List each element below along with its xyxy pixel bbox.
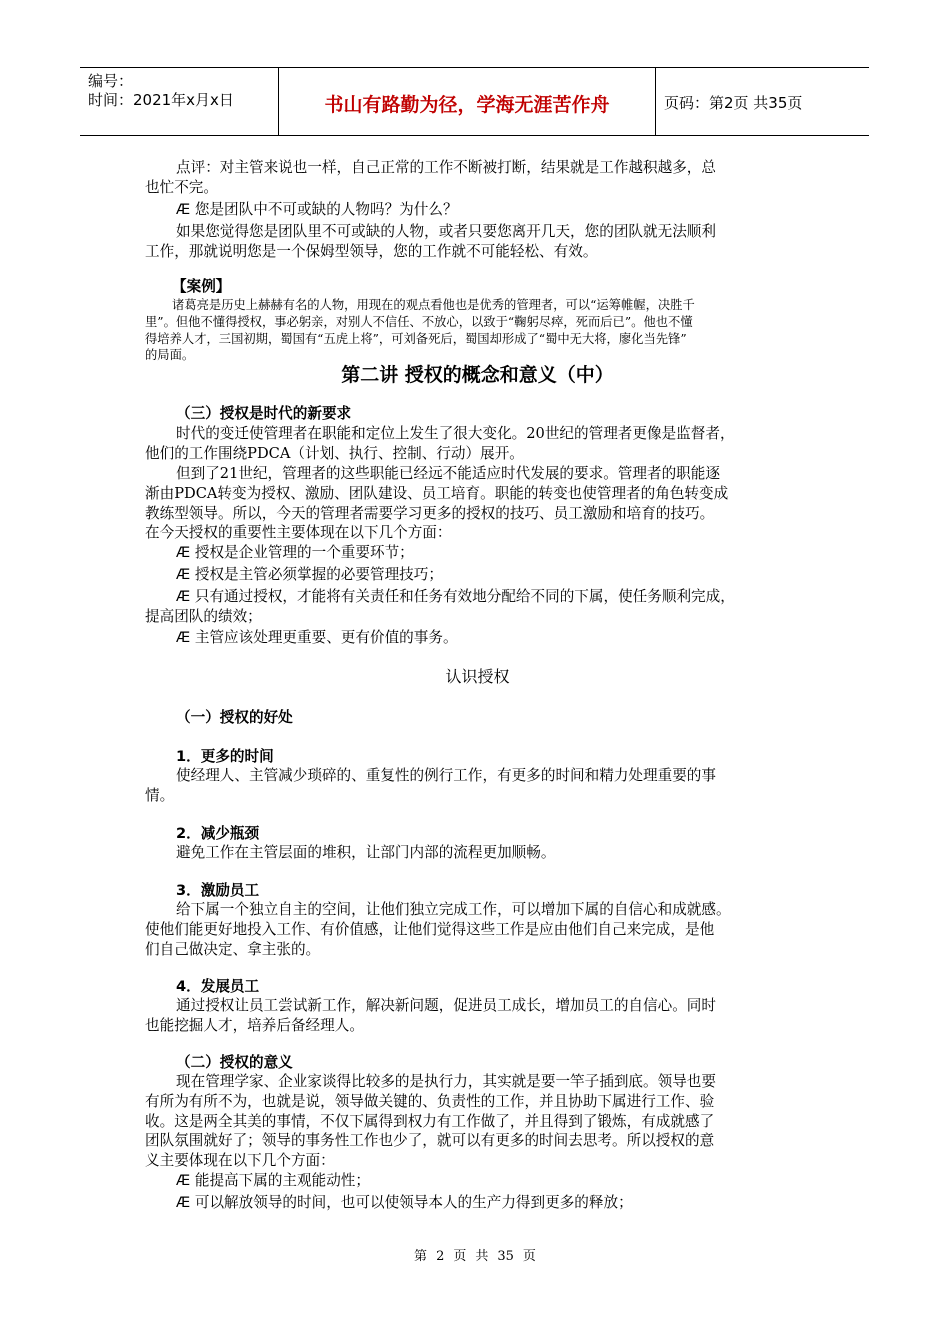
number-label: 编号： — [88, 72, 134, 90]
case-line: 的局面。 — [145, 348, 195, 362]
footer-total-num: 35 — [497, 1249, 514, 1264]
page-label: 页码：第2页 共35页 — [664, 94, 803, 112]
paragraph-line: 渐由PDCA转变为授权、激励、团队建设、员工培育。职能的转变也使管理者的角色转变成 — [145, 485, 729, 502]
paragraph-line: 也能挖掘人才，培养后备经理人。 — [145, 1017, 364, 1034]
answer-line: 工作，那就说明您是一个保姆型领导，您的工作就不可能轻松、有效。 — [145, 243, 598, 260]
section-title: （二）授权的意义 — [176, 1054, 293, 1071]
bullet-item: Æ 只有通过授权，才能将有关责任和任务有效地分配给不同的下属，使任务顺利完成， — [176, 588, 735, 605]
lecture-title: 第二讲 授权的概念和意义（中） — [341, 364, 614, 386]
know-title: 认识授权 — [445, 667, 510, 686]
bullet-item: Æ 授权是企业管理的一个重要环节； — [176, 544, 414, 561]
comment-line: 点评：对主管来说也一样，自己正常的工作不断被打断，结果就是工作越积越多，总 — [176, 159, 716, 176]
date-label: 时间：2021年x月x日 — [88, 91, 234, 109]
comment-line: 也忙不完。 — [145, 179, 218, 196]
paragraph-line: 通过授权让员工尝试新工作，解决新问题，促进员工成长，增加员工的自信心。同时 — [176, 997, 716, 1014]
bullet-item: Æ 主管应该处理更重要、更有价值的事务。 — [176, 629, 458, 646]
footer-page-prefix: 第 — [414, 1249, 428, 1264]
page-footer — [0, 1245, 950, 1264]
paragraph-line: 情。 — [145, 787, 175, 804]
bullet-icon: Æ — [176, 1194, 191, 1211]
subheading: 4．发展员工 — [176, 978, 260, 995]
case-line: 得培养人才，三国初期，蜀国有“五虎上将”，可刘备死后，蜀国却形成了“蜀中无大将，廖化当先锋” — [145, 332, 687, 346]
paragraph-line: 有所为有所不为，也就是说，领导做关键的、负责性的工作，并且协助下属进行工作、验 — [145, 1093, 715, 1110]
subheading: 1．更多的时间 — [176, 748, 274, 765]
page-header — [80, 67, 869, 136]
paragraph-line: 现在管理学家、企业家谈得比较多的是执行力，其实就是要一竿子插到底。领导也要 — [176, 1073, 716, 1090]
answer-line: 如果您觉得您是团队里不可或缺的人物，或者只要您离开几天，您的团队就无法顺利 — [176, 223, 716, 240]
paragraph-line: 给下属一个独立自主的空间，让他们独立完成工作，可以增加下属的自信心和成就感。 — [176, 901, 731, 918]
header-motto: 书山有路勤为径，学海无涯苦作舟 — [324, 94, 610, 116]
section-title: （三）授权是时代的新要求 — [176, 405, 352, 422]
paragraph-line: 但到了21世纪，管理者的这些职能已经远不能适应时代发展的要求。管理者的职能逐 — [176, 465, 720, 482]
footer-page-mid: 页 — [453, 1249, 467, 1264]
bullet-icon: Æ — [176, 566, 191, 583]
bullet-continuation: 提高团队的绩效； — [145, 608, 262, 625]
case-line: 诸葛亮是历史上赫赫有名的人物，用现在的观点看他也是优秀的管理者，可以“运筹帷幄，决胜千 — [172, 298, 695, 312]
bullet-item: Æ 能提高下属的主观能动性； — [176, 1172, 370, 1189]
section-title: （一）授权的好处 — [176, 709, 293, 726]
bullet-icon: Æ — [176, 201, 191, 218]
bullet-item: Æ 可以解放领导的时间，也可以使领导本人的生产力得到更多的释放； — [176, 1194, 633, 1211]
bullet-icon: Æ — [176, 1172, 191, 1189]
paragraph-line: 时代的变迁使管理者在职能和定位上发生了很大变化。20世纪的管理者更像是监督者， — [176, 425, 735, 442]
paragraph-line: 团队氛围就好了；领导的事务性工作也少了，就可以有更多的时间去思考。所以授权的意 — [145, 1132, 715, 1149]
footer-total-suffix: 页 — [522, 1249, 536, 1264]
paragraph-line: 们自己做决定、拿主张的。 — [145, 941, 321, 958]
bullet-item: Æ 授权是主管必须掌握的必要管理技巧； — [176, 566, 443, 583]
case-line: 里”。但他不懂得授权，事必躬亲，对别人不信任、不放心，以致于“鞠躬尽瘁，死而后已”。他也不懂 — [145, 315, 693, 329]
footer-total-prefix: 共 — [475, 1249, 489, 1264]
paragraph-line: 义主要体现在以下几个方面： — [145, 1152, 335, 1169]
paragraph-line: 使经理人、主管减少琐碎的、重复性的例行工作，有更多的时间和精力处理重要的事 — [176, 767, 716, 784]
question-text: 您是团队中不可或缺的人物吗？为什么？ — [194, 201, 458, 218]
paragraph-line: 避免工作在主管层面的堆积，让部门内部的流程更加顺畅。 — [176, 844, 556, 861]
subheading: 2．减少瓶颈 — [176, 825, 260, 842]
bullet-icon: Æ — [176, 629, 191, 646]
case-title: 【案例】 — [172, 278, 231, 295]
footer-page-num: 2 — [436, 1249, 445, 1264]
paragraph-line: 使他们能更好地投入工作、有价值感，让他们觉得这些工作是应由他们自己来完成，是他 — [145, 921, 715, 938]
bullet-icon: Æ — [176, 588, 191, 605]
paragraph-line: 收。这是两全其美的事情，不仅下属得到权力有工作做了，并且得到了锻炼，有成就感了 — [145, 1113, 715, 1130]
subheading: 3．激励员工 — [176, 882, 260, 899]
bullet-icon: Æ — [176, 544, 191, 561]
question-line — [176, 200, 810, 220]
paragraph-line: 在今天授权的重要性主要体现在以下几个方面： — [145, 524, 452, 541]
paragraph-line: 他们的工作围绕PDCA（计划、执行、控制、行动）展开。 — [145, 445, 524, 462]
header-divider — [655, 68, 656, 135]
paragraph-line: 教练型领导。所以，今天的管理者需要学习更多的授权的技巧、员工激励和培育的技巧。 — [145, 505, 715, 522]
